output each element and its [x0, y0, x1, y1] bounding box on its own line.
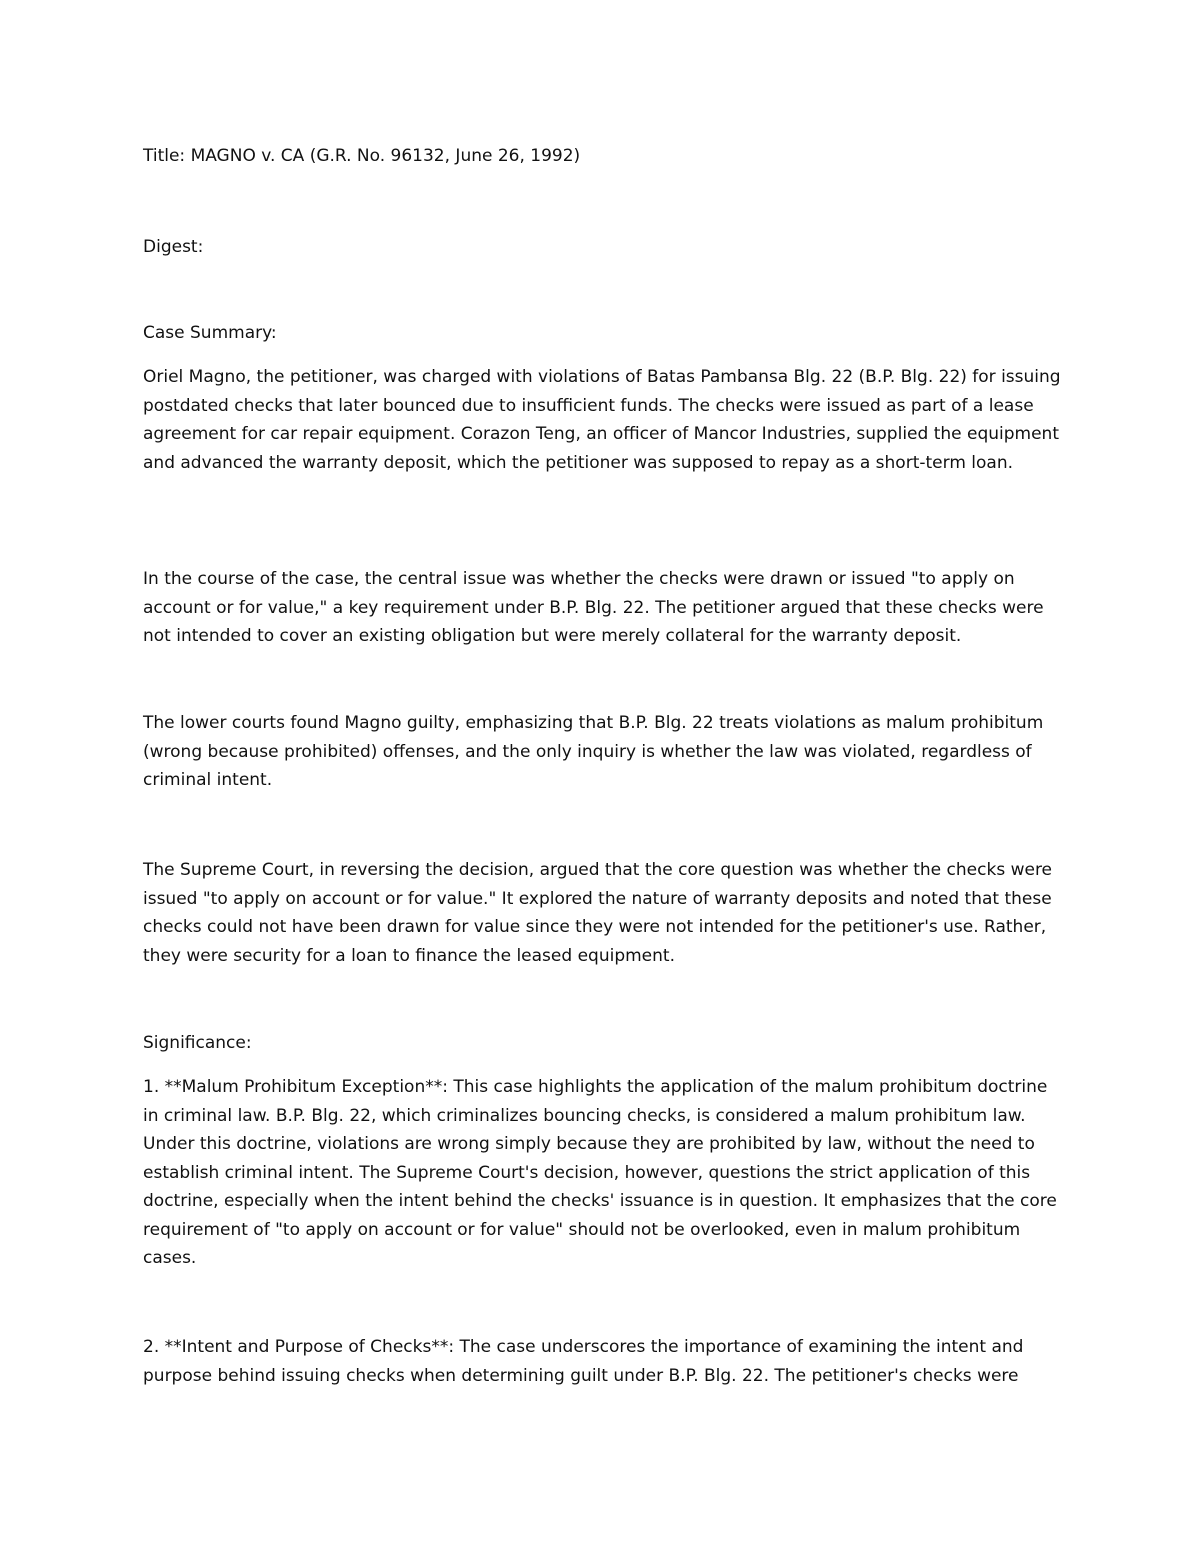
significance-paragraph-1: 1. **Malum Prohibitum Exception**: This case highlights the application of the malum prohibitum doctrine in criminal law. B.P. Blg. 22, which criminalizes bouncing checks, is considered a malum prohibitum law. Under this doctrine, violations are wrong simply because they are prohibited by law, without the need to establish criminal intent. The Supreme Court's decision, however, questions the strict application of this doctrine, especially when the intent behind the checks' issuance is in question. It emphasizes that the core requirement of "to apply on account or for value" should not be overlooked, even in malum prohibitum cases.	[143, 1077, 1057, 1268]
case-summary-paragraph-2: In the course of the case, the central issue was whether the checks were drawn or issued "to apply on account or for value," a key requirement under B.P. Blg. 22. The petitioner argued that these checks were not intended to cover an existing obligation but were merely collateral for the warranty deposit.	[143, 569, 1044, 646]
significance-heading: Significance:	[143, 1033, 252, 1053]
case-summary-paragraph-1: Oriel Magno, the petitioner, was charged with violations of Batas Pambansa Blg. 22 (B.P. Blg. 22) for issuing postdated checks that later bounced due to insufficient funds. The checks were issued as part of a lease agreement for car repair equipment. Corazon Teng, an officer of Mancor Industries, supplied the equipment and advanced the warranty deposit, which the petitioner was supposed to repay as a short-term loan.	[143, 367, 1061, 473]
digest-label: Digest:	[143, 237, 204, 257]
case-summary-paragraph-3: The lower courts found Magno guilty, emphasizing that B.P. Blg. 22 treats violations as malum prohibitum (wrong because prohibited) offenses, and the only inquiry is whether the law was violated, regardless of criminal intent.	[143, 713, 1044, 790]
case-summary-heading: Case Summary:	[143, 323, 277, 343]
case-summary-paragraph-4: The Supreme Court, in reversing the decision, argued that the core question was whether the checks were issued "to apply on account or for value." It explored the nature of warranty deposits and noted that these checks could not have been drawn for value since they were not intended for the petitioner's use. Rather, they were security for a loan to finance the leased equipment.	[143, 860, 1053, 966]
significance-paragraph-2: 2. **Intent and Purpose of Checks**: The case underscores the importance of examining the intent and purpose behind issuing checks when determining guilt under B.P. Blg. 22. The petitioner's checks were	[143, 1337, 1024, 1386]
document-title: Title: MAGNO v. CA (G.R. No. 96132, June 26, 1992)	[143, 146, 581, 166]
